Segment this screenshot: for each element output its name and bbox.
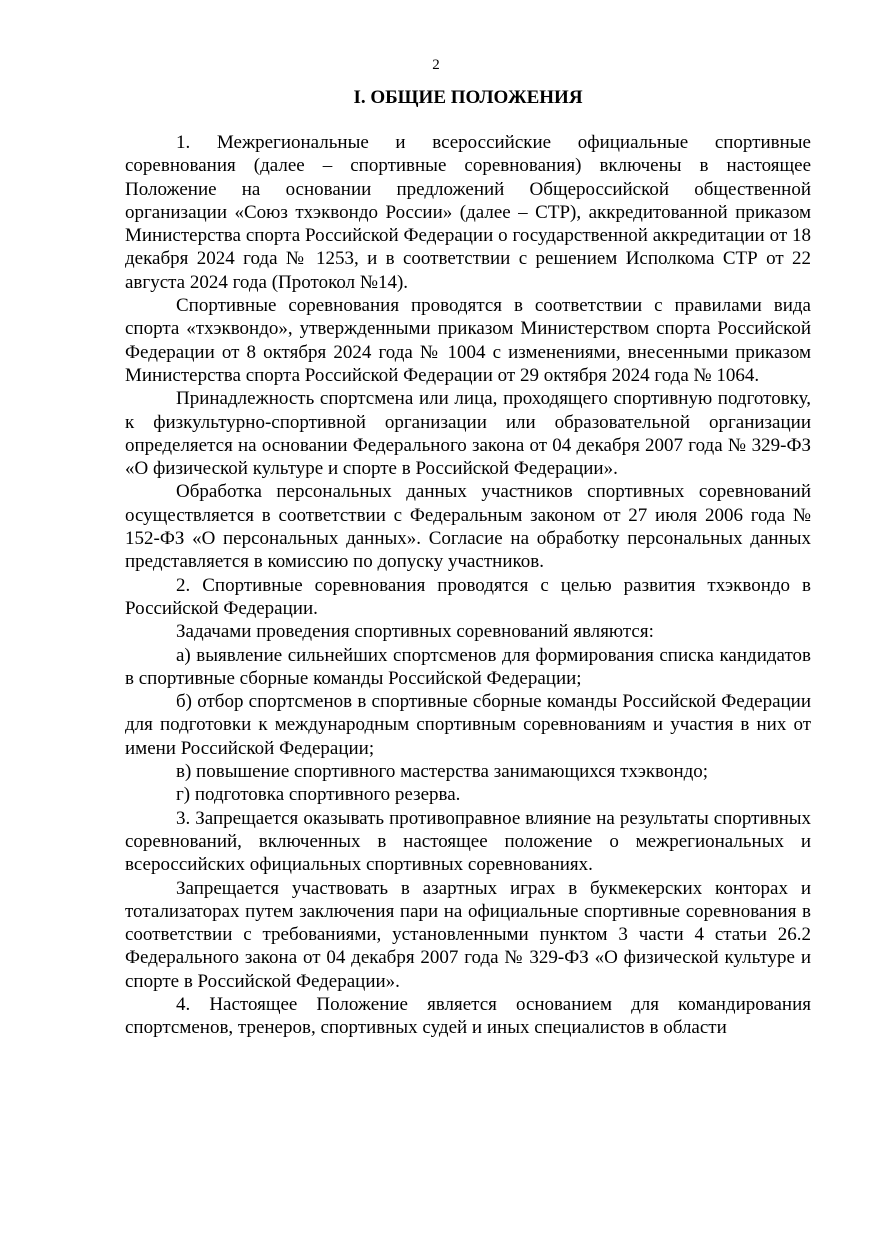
- paragraph-8: Запрещается участвовать в азартных играх в букмекерских конторах и тотализаторах путем заключения пари на официальные спортивные соревнования в соответствии с требованиями, установленными пунктом 3 части 4 статьи 26.2 Федерального закона от 04 декабря 2007 года № 329-ФЗ «О физической культуре и спорте в Российской Федерации».: [125, 877, 811, 992]
- paragraph-7: 3. Запрещается оказывать противоправное влияние на результаты спортивных соревнований, включенных в настоящее положение о межрегиональных и всероссийских официальных спортивных соревнованиях.: [125, 807, 811, 876]
- list-item-b: б) отбор спортсменов в спортивные сборные команды Российской Федерации для подготовки к международным спортивным соревнованиям и участия в них от имени Российской Федерации;: [125, 691, 811, 759]
- paragraph-6: Задачами проведения спортивных соревнований являются:: [176, 621, 654, 643]
- section-title: I. ОБЩИЕ ПОЛОЖЕНИЯ: [353, 87, 583, 108]
- page-number: 2: [432, 57, 440, 73]
- paragraph-3: Принадлежность спортсмена или лица, проходящего спортивную подготовку, к физкультурно-спортивной организации или образовательной организации определяется на основании Федерального закона от 04 декабря 2007 года № 329-ФЗ «О физической культуре и спорте в Российской Федерации».: [125, 388, 811, 480]
- paragraph-5: 2. Спортивные соревнования проводятся с целью развития тхэквондо в Российской Федерации.: [125, 574, 811, 619]
- paragraph-4: Обработка персональных данных участников спортивных соревнований осуществляется в соответствии с Федеральным законом от 27 июля 2006 года № 152-ФЗ «О персональных данных». Согласие на обработку персональных данных представляется в комиссию по допуску участников.: [125, 481, 811, 573]
- paragraph-1: 1. Межрегиональные и всероссийские официальные спортивные соревнования (далее – спортивные соревнования) включены в настоящее Положение на основании предложений Общероссийской общественной организации «Союз тхэквондо России» (далее – СТР), аккредитованной приказом Министерства спорта Российской Федерации о государственной аккредитации от 18 декабря 2024 года № 1253, и в соответствии с решением Исполкома СТР от 22 августа 2024 года (Протокол №14).: [125, 132, 811, 293]
- list-item-g: г) подготовка спортивного резерва.: [176, 784, 461, 806]
- list-item-v: в) повышение спортивного мастерства занимающихся тхэквондо;: [176, 761, 709, 783]
- paragraph-2: Спортивные соревнования проводятся в соответствии с правилами вида спорта «тхэквондо», утвержденными приказом Министерством спорта Российской Федерации от 8 октября 2024 года № 1004 с изменениями, внесенными приказом Министерства спорта Российской Федерации от 29 октября 2024 года № 1064.: [125, 295, 811, 386]
- list-item-a: а) выявление сильнейших спортсменов для формирования списка кандидатов в спортивные сборные команды Российской Федерации;: [125, 644, 811, 689]
- document-body: [125, 131, 811, 1040]
- paragraph-9: 4. Настоящее Положение является основанием для командирования спортсменов, тренеров, спортивных судей и иных специалистов в области: [125, 993, 811, 1039]
